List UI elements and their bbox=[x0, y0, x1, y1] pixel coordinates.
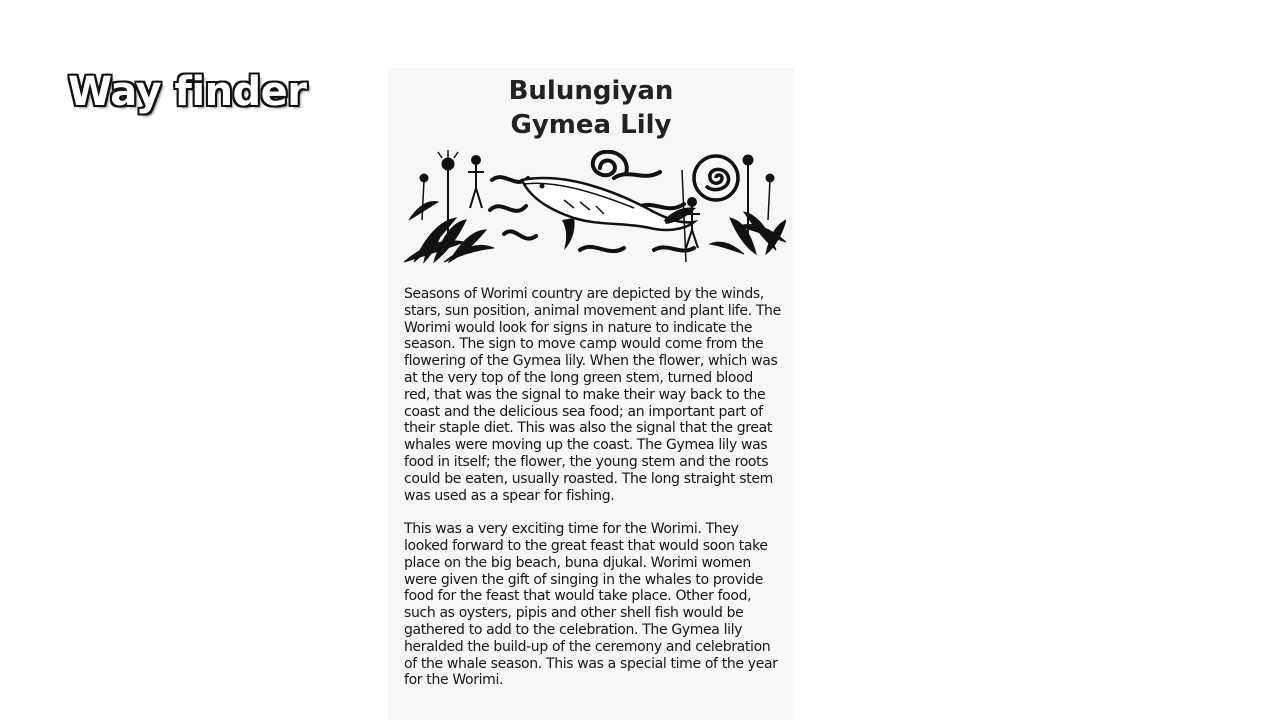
slide-title: Way finder bbox=[68, 69, 307, 115]
paragraph-2: This was a very exciting time for the Worimi. They looked forward to the great feast that would soon take place on the big beach, buna djukal. Worimi women were given the gift of singing in the whales to provide food for the feast that would take place. Other food, such as oysters, pipis and other shell fish would be gathered to add to the celebration. The Gymea lily heralded the build-up of the ceremony and celebration of the whale season. This was a special time of the year for the Worimi. bbox=[404, 521, 778, 689]
heading-line-1: Bulungiyan bbox=[508, 76, 674, 106]
document-body bbox=[404, 286, 782, 706]
whale-season-illustration bbox=[404, 150, 786, 266]
document-page bbox=[388, 68, 794, 720]
sun-spiral-icon bbox=[694, 156, 738, 200]
heading-line-2: Gymea Lily bbox=[510, 110, 672, 140]
document-heading bbox=[388, 74, 794, 142]
paragraph-1: Seasons of Worimi country are depicted by the winds, stars, sun position, animal movement and plant life. The Worimi would look for signs in nature to indicate the season. The sign to move camp would come from the flowering of the Gymea lily. When the flower, which was at the very top of the long green stem, turned blood red, that was the signal to make their way back to the coast and the delicious sea food; an important part of their staple diet. This was also the signal that the great whales were moving up the coast. The Gymea lily was food in itself; the flower, the young stem and the roots could be eaten, usually roasted. The long straight stem was used as a spear for fishing. bbox=[404, 286, 781, 504]
figure-icon bbox=[468, 156, 484, 208]
spiral-wind-icon bbox=[593, 152, 627, 176]
whale-icon bbox=[522, 178, 696, 250]
